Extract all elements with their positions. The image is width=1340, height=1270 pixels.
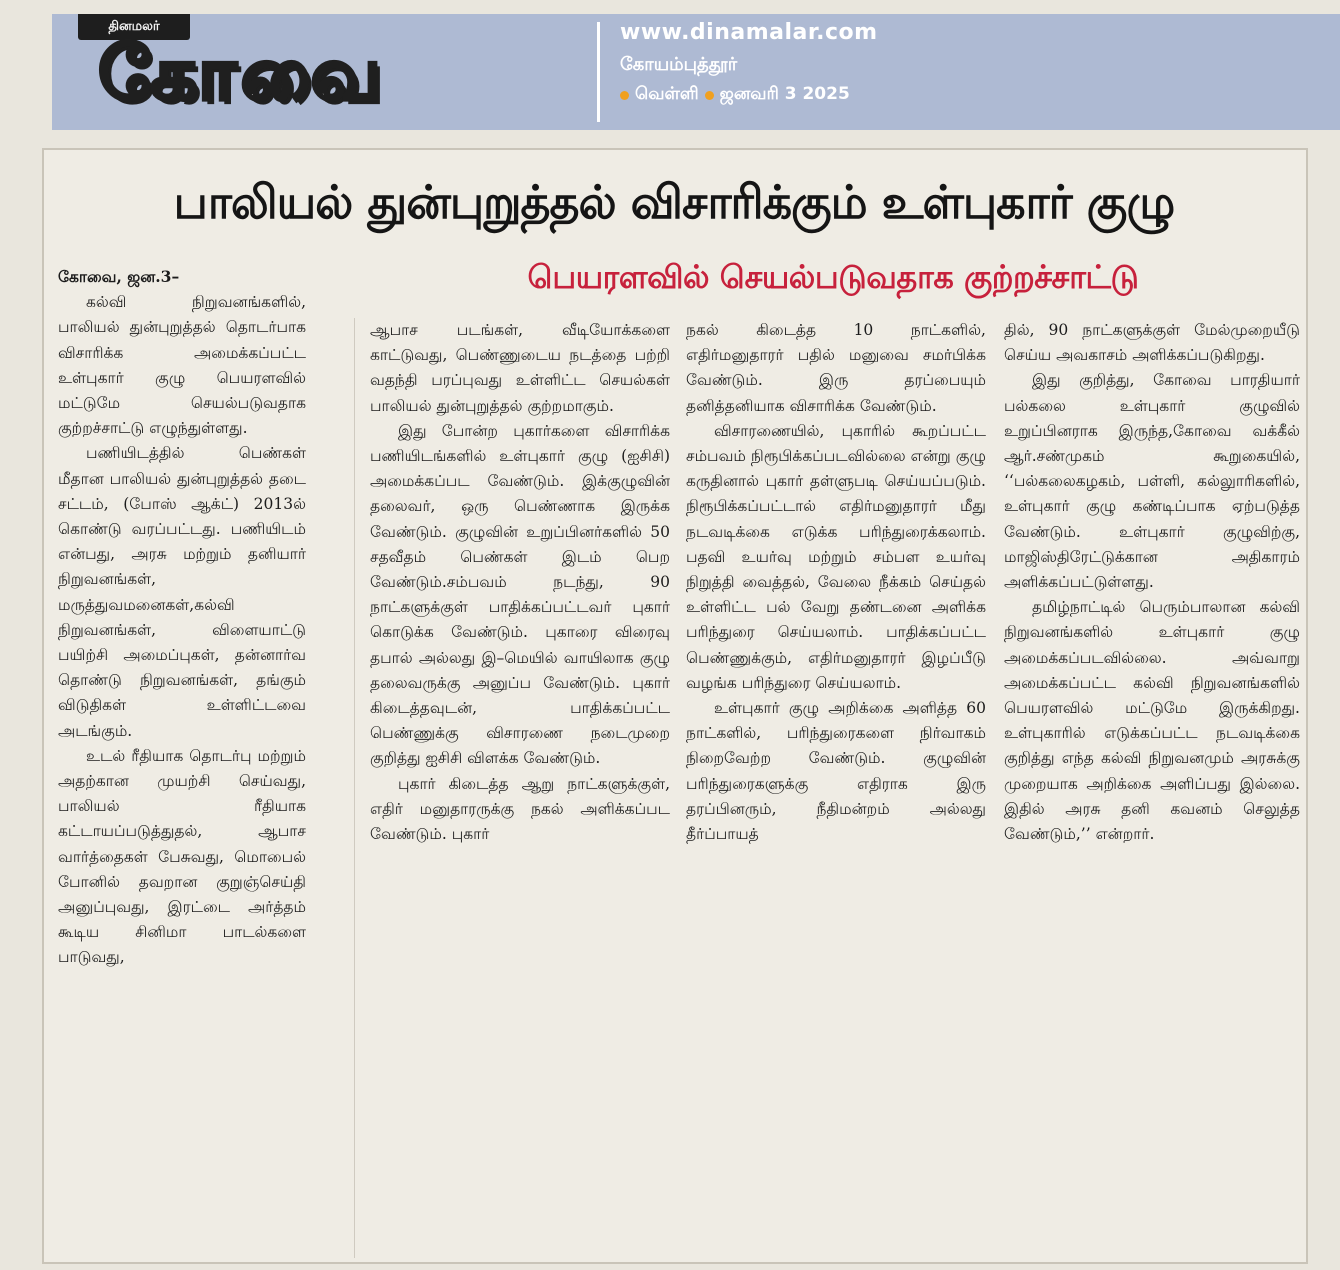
- article-column-4: [1004, 318, 1300, 847]
- masthead: [52, 14, 1340, 130]
- issue-day: வெள்ளி: [635, 84, 699, 104]
- paragraph: உடல் ரீதியாக தொடர்பு மற்றும் அதற்கான முயற்சி செய்வது, பாலியல் ரீதியாக கட்டாயப்படுத்துதல், ஆபாச வார்த்தைகள் பேசுவது, மொபைல் போனில் தவறான குறுஞ்செய்தி அனுப்புவது, இரட்டை அர்த்தம் கூடிய சினிமா பாடல்களை பாடுவது,: [58, 746, 306, 967]
- article-subheadline: பெயரளவில் செயல்படுவதாக குற்றச்சாட்டு: [527, 258, 1139, 296]
- article-dateline: கோவை, ஜன.3–: [58, 267, 180, 286]
- bullet-icon: [705, 91, 714, 100]
- paragraph: தில், 90 நாட்களுக்குள் மேல்முறையீடு செய்ய அவகாசம் அளிக்கப்படுகிறது.: [1004, 321, 1300, 365]
- paragraph: ஆபாச படங்கள், வீடியோக்களை காட்டுவது, பெண்ணுடைய நடத்தை பற்றி வதந்தி பரப்புவது உள்ளிட்ட செயல்கள் பாலியல் துன்புறுத்தல் குற்றமாகும்.: [370, 321, 670, 415]
- issue-date: [620, 84, 850, 106]
- article-column-3: [686, 318, 986, 847]
- paragraph: நகல் கிடைத்த 10 நாட்களில், எதிர்மனுதாரர் பதில் மனுவை சமர்பிக்க வேண்டும். இரு தரப்பையும் தனித்தனியாக விசாரிக்க வேண்டும்.: [686, 321, 986, 415]
- masthead-divider: [597, 22, 600, 122]
- site-url: www.dinamalar.com: [620, 20, 878, 45]
- paragraph: கல்வி நிறுவனங்களில், பாலியல் துன்புறுத்தல் தொடர்பாக விசாரிக்க அமைக்கப்பட்ட உள்புகார் குழு பெயரளவில் மட்டுமே செயல்படுவதாக குற்றச்சாட்டு எழுந்துள்ளது.: [58, 293, 306, 438]
- column-rule: [354, 318, 355, 1258]
- paragraph: தமிழ்நாட்டில் பெரும்பாலான கல்வி நிறுவனங்களில் உள்புகார் குழு அமைக்கப்படவில்லை. அவ்வாறு அமைக்கப்பட்ட கல்வி நிறுவனங்களில் பெயரளவில் மட்டுமே இருக்கிறது. உள்புகாரில் எடுக்கப்பட்ட நடவடிக்கை குறித்து எந்த கல்வி நிறுவனமும் அரசுக்கு முறையாக அறிக்கை அளிப்பது இல்லை. இதில் அரசு தனி கவனம் செலுத்த வேண்டும்,’’ என்றார்.: [1004, 598, 1300, 844]
- paragraph: புகார் கிடைத்த ஆறு நாட்களுக்குள், எதிர் மனுதாரருக்கு நகல் அளிக்கப்பட வேண்டும். புகார்: [370, 774, 670, 844]
- bullet-icon: [620, 91, 629, 100]
- paragraph: பணியிடத்தில் பெண்கள் மீதான பாலியல் துன்புறுத்தல் தடை சட்டம், (போஸ் ஆக்ட்) 2013ல் கொண்டு வரப்பட்டது. பணியிடம் என்பது, அரசு மற்றும் தனியார் நிறுவனங்கள், மருத்துவமனைகள்,கல்வி நிறுவனங்கள், விளையாட்டு பயிற்சி அமைப்புகள், தன்னார்வ தொண்டு நிறுவனங்கள், தங்கும் விடுதிகள் உள்ளிட்டவை அடங்கும்.: [58, 444, 306, 740]
- article-column-2: [370, 318, 670, 847]
- issue-date-text: ஜனவரி 3 2025: [719, 84, 850, 104]
- article-headline: பாலியல் துன்புறுத்தல் விசாரிக்கும் உள்புகார் குழு: [173, 175, 1175, 229]
- paragraph: இது போன்ற புகார்களை விசாரிக்க பணியிடங்களில் உள்புகார் குழு (ஐசிசி) அமைக்கப்பட வேண்டும். இக்குழுவின் தலைவர், ஒரு பெண்ணாக இருக்க வேண்டும். குழுவின் உறுப்பினர்களில் 50 சதவீதம் பெண்கள் இடம் பெற வேண்டும்.சம்பவம் நடந்து, 90 நாட்களுக்குள் பாதிக்கப்பட்டவர் புகார் கொடுக்க வேண்டும். புகாரை விரைவு தபால் அல்லது இ–மெயில் வாயிலாக குழு தலைவருக்கு அனுப்ப வேண்டும். புகார் கிடைத்தவுடன், பாதிக்கப்பட்ட பெண்ணுக்கு விசாரணை நடைமுறை குறித்து ஐசிசி விளக்க வேண்டும்.: [370, 421, 670, 768]
- paragraph: விசாரணையில், புகாரில் கூறப்பட்ட சம்பவம் நிரூபிக்கப்படவில்லை என்று குழு கருதினால் புகார் தள்ளுபடி செய்யப்படும். நிரூபிக்கப்பட்டால் எதிர்மனுதாரர் மீது நடவடிக்கை எடுக்க பரிந்துரைக்கலாம். பதவி உயர்வு மற்றும் சம்பள உயர்வு நிறுத்தி வைத்தல், வேலை நீக்கம் செய்தல் உள்ளிட்ட பல் வேறு தண்டனை அளிக்க பரிந்துரை செய்யலாம். பாதிக்கப்பட்ட பெண்ணுக்கும், எதிர்மனுதாரர் இழப்பீடு வழங்க பரிந்துரை செய்யலாம்.: [686, 421, 986, 692]
- paragraph: உள்புகார் குழு அறிக்கை அளித்த 60 நாட்களில், பரிந்துரைகளை நிர்வாகம் நிறைவேற்ற வேண்டும். குழுவின் பரிந்துரைகளுக்கு எதிராக இரு தரப்பினரும், நீதிமன்றம் அல்லது தீர்ப்பாயத்: [686, 699, 986, 844]
- edition-title: கோவை: [98, 31, 386, 117]
- paragraph: இது குறித்து, கோவை பாரதியார் பல்கலை உள்புகார் குழுவில் உறுப்பினராக இருந்த,கோவை வக்கீல் ஆர்.சண்முகம் கூறுகையில், ‘‘பல்கலைகழகம், பள்ளி, கல்லுாரிகளில், உள்புகார் குழு கண்டிப்பாக ஏற்படுத்த வேண்டும். உள்புகார் குழுவிற்கு, மாஜிஸ்திரேட்டுக்கான அதிகாரம் அளிக்கப்பட்டுள்ளது.: [1004, 371, 1300, 592]
- article-column-1: [58, 264, 306, 971]
- brand-logo-small: தினமலர்: [78, 14, 190, 40]
- edition-city: கோயம்புத்தூர்: [620, 54, 738, 75]
